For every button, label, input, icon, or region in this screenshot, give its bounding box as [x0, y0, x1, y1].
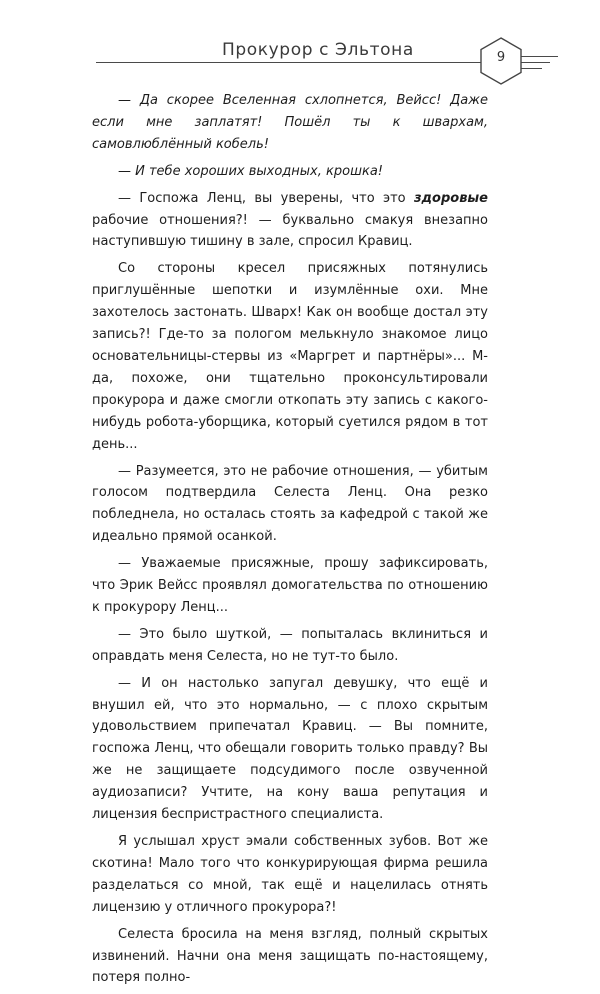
emphasized-word: здоровые: [413, 190, 488, 206]
paragraph: [92, 188, 488, 254]
paragraph: — Уважаемые присяжные, прошу зафиксировать, что Эрик Вейсс проявлял домогательства по отношению к прокурору Ленц...: [92, 556, 488, 615]
paragraph: Со стороны кресел присяжных потянулись приглушённые шепотки и изумлённые охи. Мне захотелось застонать. Шварх! Как он вообще достал эту запись?! Где-то за пологом мелькнуло знакомое лицо основательницы-стервы из «Маргрет и партнёры»... М-да, похоже, они тщательно проконсультировали прокурора и даже смогли откопать эту запись с какого-нибудь робота-уборщика, который суетился рядом в тот день...: [92, 261, 488, 452]
paragraph: Селеста бросила на меня взгляд, полный скрытых извинений. Начни она меня защищать по-настоящему, потеря полно-: [92, 926, 488, 986]
running-header-title: Прокурор с Эльтона: [222, 40, 414, 60]
text-run: рабочие отношения?! — буквально смакуя внезапно наступившую тишину в зале, спросил Кравиц.: [92, 212, 488, 250]
page-number-badge: [476, 36, 526, 86]
paragraph: — Да скорее Вселенная схлопнется, Вейсс! Даже если мне заплатят! Пошёл ты к швархам, самовлюблённый кобель!: [92, 93, 488, 152]
paragraph: — Разумеется, это не рабочие отношения, — убитым голосом подтвердила Селеста Ленц. Она резко побледнела, но осталась стоять за кафедрой с такой же идеально прямой осанкой.: [92, 463, 488, 545]
page-number: 9: [496, 50, 506, 65]
paragraph: — И тебе хороших выходных, крошка!: [118, 163, 383, 179]
paragraph: — Это было шуткой, — попыталась вклиниться и оправдать меня Селеста, но не тут-то было.: [92, 626, 488, 664]
paragraph: Я услышал хруст эмали собственных зубов. Вот же скотина! Мало того что конкурирующая фирма решила разделаться со мной, так ещё и нацелилась отнять лицензию у отличного прокурора?!: [92, 834, 488, 915]
header-rule: [96, 62, 484, 63]
body-text: [92, 90, 488, 994]
text-run: — Госпожа Ленц, вы уверены, что это: [118, 190, 414, 206]
paragraph: — И он настолько запугал девушку, что ещё и внушил ей, что это нормально, — с плохо скрытым удовольствием припечатал Кравиц. — Вы помните, госпожа Ленц, что обещали говорить только правду? Вы же не защищаете подсудимого после озвученной аудиозаписи? Учтите, на кону ваша репутация и лицензия беспристрастного специалиста.: [92, 675, 488, 823]
